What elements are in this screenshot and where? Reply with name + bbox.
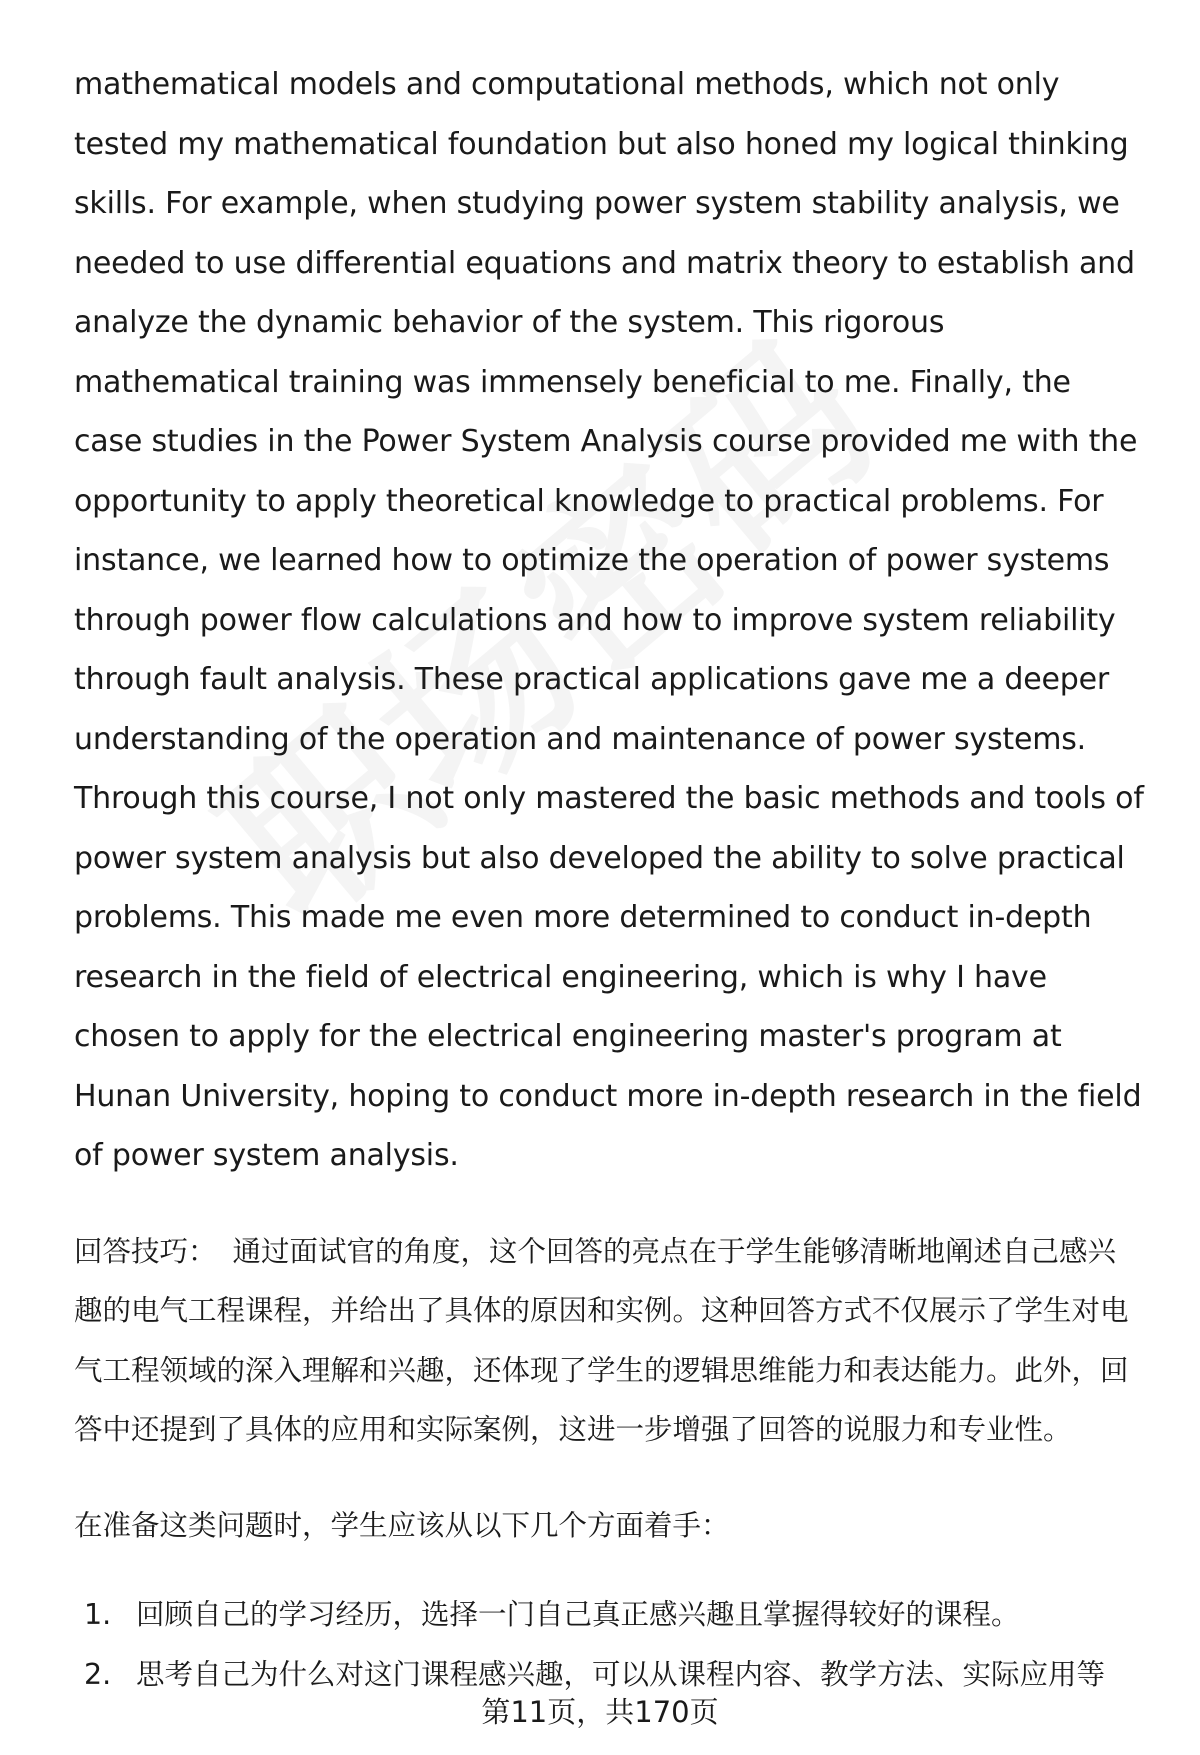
list-item-number: 1. — [84, 1598, 112, 1631]
answer-tips-label: 回答技巧： — [74, 1234, 217, 1268]
english-paragraph: mathematical models and computational methods, which not only tested my mathematical foundation but also honed my logical thinking skills. For example, when studying power system stability analysis, we needed to use differential equations and matrix theory to establish and analyze the dynamic behavior of the system. This rigorous mathematical training was immensely beneficial to me. Finally, the case studies in the Power System Analysis course provided me with the opportunity to apply theoretical knowledge to practical problems. For instance, we learned how to optimize the operation of power systems through power flow calculations and how to improve system reliability through fault analysis. These practical applications gave me a deeper understanding of the operation and maintenance of power systems. Through this course, I not only mastered the basic methods and tools of power system analysis but also developed the ability to solve practical problems. This made me even more determined to conduct in-depth research in the field of electrical engineering, which is why I have chosen to apply for the electrical engineering master's program at Hunan University, hoping to conduct more in-depth research in the field of power system analysis. — [74, 67, 1144, 1173]
list-item-text: 思考自己为什么对这门课程感兴趣，可以从课程内容、教学方法、实际应用等 — [136, 1657, 1106, 1691]
list-item-number: 2. — [84, 1657, 112, 1691]
page-content — [74, 55, 1144, 1704]
preparation-steps-list — [74, 1585, 1144, 1704]
answer-tips-paragraph — [74, 1222, 1144, 1460]
list-item-text: 回顾自己的学习经历，选择一门自己真正感兴趣且掌握得较好的课程。 — [136, 1598, 1020, 1631]
answer-tips-text: 通过面试官的角度，这个回答的亮点在于学生能够清晰地阐述自己感兴趣的电气工程课程，并给出了具体的原因和实例。这种回答方式不仅展示了学生对电气工程领域的深入理解和兴趣，还体现了学生的逻辑思维能力和表达能力。此外，回答中还提到了具体的应用和实际案例，这进一步增强了回答的说服力和专业性。 — [74, 1234, 1129, 1446]
list-item — [74, 1585, 1144, 1645]
preparation-intro: 在准备这类问题时，学生应该从以下几个方面着手： — [74, 1508, 730, 1542]
page-indicator: 第11页，共170页 — [481, 1695, 719, 1729]
